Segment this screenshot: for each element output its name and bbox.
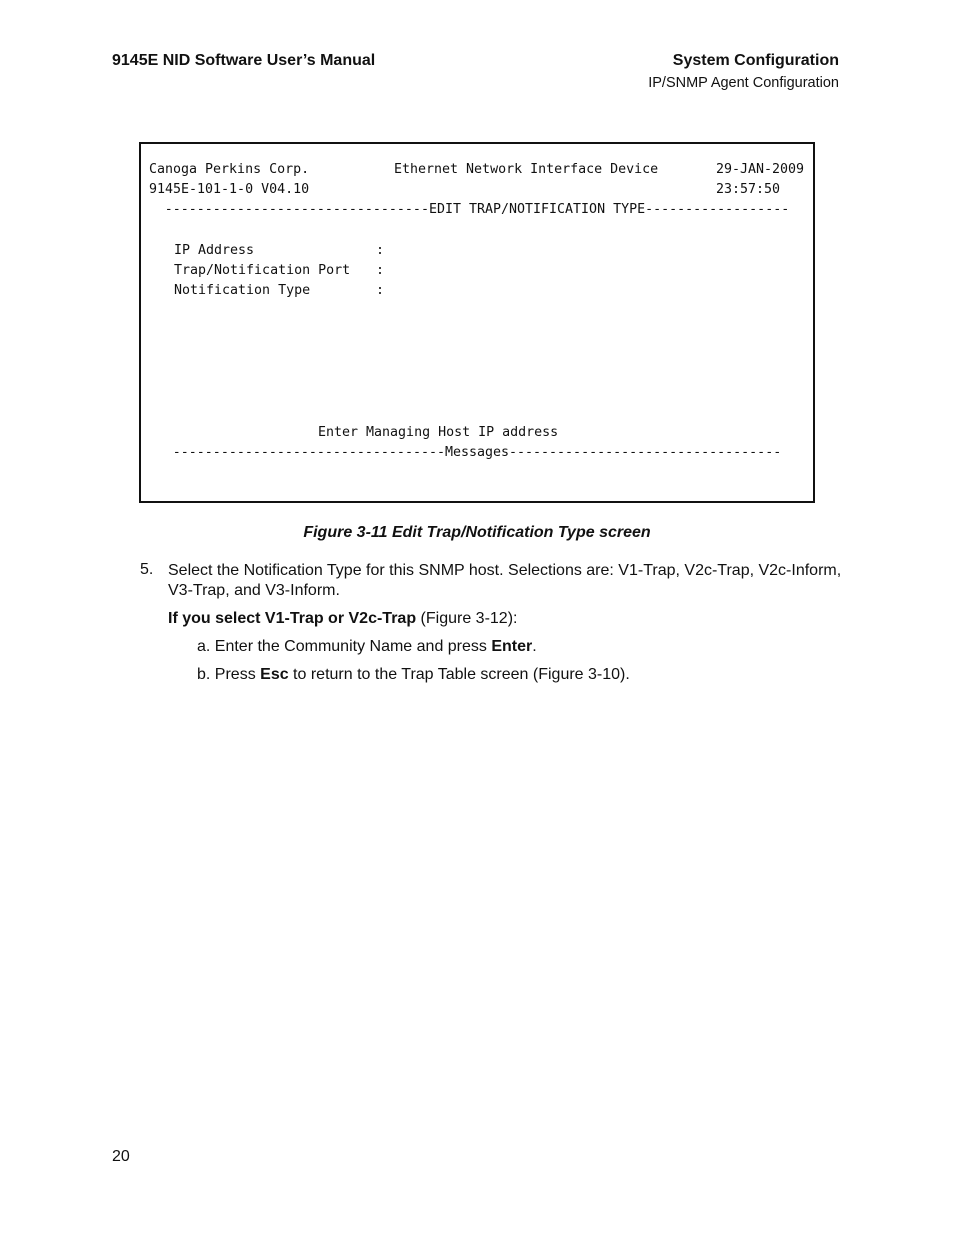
title-bar-text: EDIT TRAP/NOTIFICATION TYPE: [428, 202, 646, 217]
substep-a-suffix: .: [532, 638, 537, 655]
substep-b-suffix: to return to the Trap Table screen (Figure 3-10).: [288, 666, 630, 683]
substep-a-key: Enter: [491, 638, 533, 655]
notification-type-label: Notification Type: [174, 283, 311, 298]
step-text: Select the Notification Type for this SNMP host. Selections are: V1-Trap, V2c-Trap, V2c-Inform, V3-Trap, and V3-Inform.: [168, 562, 842, 599]
substep-b: [197, 665, 630, 685]
section-title: System Configuration: [672, 52, 839, 69]
figure-caption: Figure 3-11 Edit Trap/Notification Type screen: [303, 524, 651, 541]
terminal-screen: [139, 142, 815, 503]
ip-address-colon: :: [376, 243, 385, 258]
substep-a: [197, 637, 537, 657]
title-bar: ---------------------------------EDIT TRAP/NOTIFICATION TYPE------------------: [164, 202, 790, 217]
condition-ref: (Figure 3-12):: [416, 610, 518, 627]
notification-type-colon: :: [376, 283, 385, 298]
company-name: Canoga Perkins Corp.: [149, 162, 310, 177]
step-number: 5.: [140, 561, 154, 578]
page-number: 20: [112, 1148, 130, 1165]
manual-title: 9145E NID Software User’s Manual: [112, 52, 376, 69]
ip-address-label: IP Address: [174, 243, 255, 258]
software-version: 9145E-101-1-0 V04.10: [149, 182, 310, 197]
messages-bar-text: Messages: [444, 445, 510, 460]
condition-line: [168, 609, 517, 629]
trap-port-colon: :: [376, 263, 385, 278]
substep-b-key: Esc: [260, 666, 289, 683]
subsection-title: IP/SNMP Agent Configuration: [648, 75, 839, 91]
condition-bold: If you select V1-Trap or V2c-Trap: [168, 610, 417, 627]
substep-a-prefix: a. Enter the Community Name and press: [197, 638, 492, 655]
substep-b-prefix: b. Press: [197, 666, 261, 683]
device-name: Ethernet Network Interface Device: [394, 162, 659, 177]
screen-time: 23:57:50: [716, 182, 781, 197]
trap-port-label: Trap/Notification Port: [174, 263, 351, 278]
input-prompt: Enter Managing Host IP address: [318, 425, 559, 440]
screen-date: 29-JAN-2009: [716, 162, 805, 177]
messages-bar: ----------------------------------Messages----------------------------------: [172, 445, 782, 460]
